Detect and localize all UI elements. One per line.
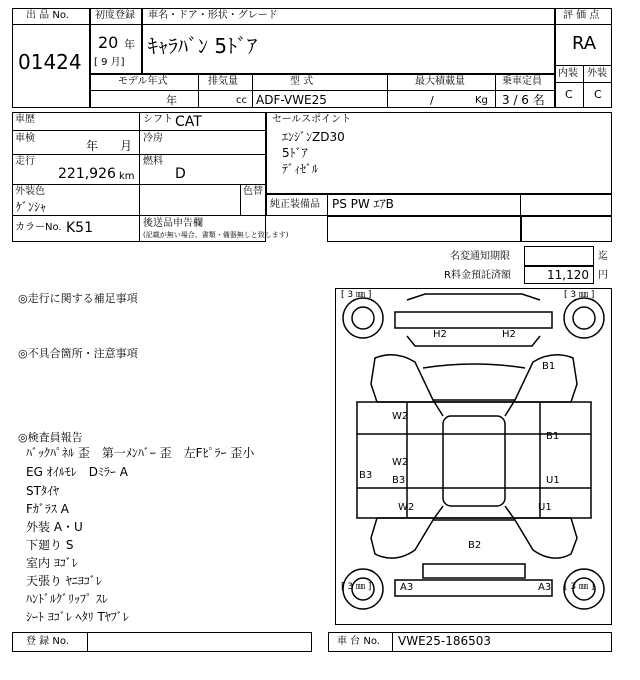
sales-line-1: ｴﾝｼﾞﾝZD30 [282, 130, 345, 144]
sales-point-label: セールスポイント [272, 114, 352, 125]
lot-no-label: 出 品 No. [26, 10, 69, 21]
tire-depth-bl: [ 3 ㎜ ] [341, 582, 372, 592]
report-line: ﾊﾞｯｸﾊﾟﾈﾙ 歪 第一ﾒﾝﾊﾞｰ 歪 左Fﾋﾟﾗｰ 歪小 [26, 446, 255, 460]
max-load-label: 最大積載量 [415, 76, 465, 87]
fuel-value: D [175, 166, 186, 182]
damage-mark: A3 [400, 582, 414, 593]
name-change-label: 名変通知期限 [450, 251, 510, 262]
color-label: 外装色 [15, 186, 45, 197]
color-no-label: カラーNo. [15, 222, 62, 233]
inspector-report-label: ◎検査員報告 [18, 431, 83, 444]
type-label: 型 式 [290, 76, 314, 87]
report-line: 室内 ﾖｺﾞﾚ [26, 556, 78, 570]
report-line: 天張り ﾔﾆﾖｺﾞﾚ [26, 574, 102, 588]
repaint-label: 色替 [243, 186, 263, 197]
damage-mark: B1 [542, 361, 556, 372]
damage-mark: B2 [468, 540, 482, 551]
damage-mark: H2 [433, 329, 447, 340]
damage-mark: W2 [392, 457, 409, 468]
color-value: ｹﾞﾝｼｬ [16, 200, 47, 214]
interior-grade: C [565, 88, 573, 101]
tire-depth-tr: [ 3 ㎜ ] [564, 290, 595, 300]
report-line: Fｶﾞﾗｽ A [26, 502, 69, 516]
first-reg-label: 初度登録 [95, 10, 135, 21]
report-line: 下廻り S [26, 538, 74, 552]
blank-box-a [327, 216, 521, 242]
recycle-unit: 円 [598, 270, 608, 281]
displacement-label: 排気量 [208, 76, 238, 87]
damage-mark: B1 [546, 431, 560, 442]
max-load-unit: Kg [475, 95, 488, 106]
grade-value: RA [572, 33, 597, 54]
sales-line-3: ﾃﾞｨｾﾞﾙ [282, 162, 319, 176]
ac-label: 冷房 [143, 133, 163, 144]
reg-no-label: 登 録 No. [26, 636, 69, 647]
exterior-label: 外装 [587, 68, 607, 79]
car-name-label: 車名・ドア・形状・グレード [148, 10, 278, 21]
grade-label: 評 価 点 [563, 10, 600, 21]
chassis-value: VWE25-186503 [398, 634, 492, 648]
damage-mark: W2 [392, 411, 409, 422]
color-no-value: K51 [66, 220, 93, 236]
shift-label: シフト [143, 114, 173, 125]
import-label: 後送品申告欄 [143, 218, 203, 229]
damage-mark: H2 [502, 329, 516, 340]
model-year-unit: 年 [166, 94, 177, 107]
damage-mark: U1 [546, 475, 560, 486]
tire-depth-br: [ 3 ㎜ ] [564, 582, 595, 592]
report-line: 外装 A・U [26, 520, 83, 534]
capacity-value: 3 / 6 名 [502, 93, 545, 107]
history-label: 車歴 [15, 114, 35, 125]
capacity-label: 乗車定員 [502, 76, 542, 87]
import-note: (記載が無い場合、書類・備器無しと致します) [143, 231, 289, 239]
exterior-grade: C [594, 88, 602, 101]
report-line: EG ｵｲﾙﾓﾚ Dﾐﾗｰ A [26, 465, 128, 479]
name-change-unit: 迄 [598, 251, 608, 262]
reg-month: [ 9 月] [94, 57, 125, 68]
mileage-value: 221,926 [58, 166, 116, 182]
car-diagram-drawing [335, 288, 612, 625]
inspection-label: 車検 [15, 133, 35, 144]
sales-line-2: 5ﾄﾞｱ [282, 146, 308, 160]
inspection-month: 月 [120, 139, 133, 153]
reg-year-unit: 年 [124, 38, 135, 51]
model-year-label: モデル年式 [118, 76, 168, 87]
fuel-label: 燃料 [143, 156, 163, 167]
equipment-value: PS PW ｴｱB [332, 197, 394, 211]
driving-note-label: ◎走行に関する補足事項 [18, 292, 138, 305]
max-load-value: / [430, 94, 434, 107]
mileage-unit: km [119, 171, 135, 182]
inspection-year: 年 [86, 139, 99, 153]
report-line: ﾊﾝﾄﾞﾙｸﾞﾘｯﾌﾟ ｽﾚ [26, 592, 108, 606]
damage-mark: W2 [398, 502, 415, 513]
damage-mark: A3 [538, 582, 552, 593]
name-change-field [524, 246, 594, 266]
interior-label: 内装 [558, 68, 578, 79]
car-name: ｷｬﾗﾊﾞﾝ 5ﾄﾞｱ [148, 34, 258, 58]
report-line: STﾀｲﾔ [26, 484, 59, 498]
report-line: ｼｰﾄ ﾖｺﾞﾚ ﾍﾀﾘ Tﾔﾌﾞﾚ [26, 610, 129, 624]
displacement-unit: cc [236, 95, 247, 106]
recycle-label: R料金預託済額 [444, 270, 511, 281]
lot-no: 01424 [18, 50, 82, 74]
shift-value: CAT [175, 114, 202, 130]
equipment-label: 純正装備品 [270, 199, 320, 210]
blank-box-b [521, 216, 612, 242]
damage-mark: B3 [392, 475, 406, 486]
damage-mark: B3 [359, 470, 373, 481]
reg-year: 20 [98, 33, 119, 52]
damage-mark: U1 [538, 502, 552, 513]
chassis-label: 車 台 No. [337, 636, 380, 647]
mileage-label: 走行 [15, 156, 35, 167]
defects-note-label: ◎不具合箇所・注意事項 [18, 347, 138, 360]
recycle-value: 11,120 [547, 268, 589, 282]
type-value: ADF-VWE25 [256, 93, 327, 107]
tire-depth-tl: [ 3 ㎜ ] [341, 290, 372, 300]
